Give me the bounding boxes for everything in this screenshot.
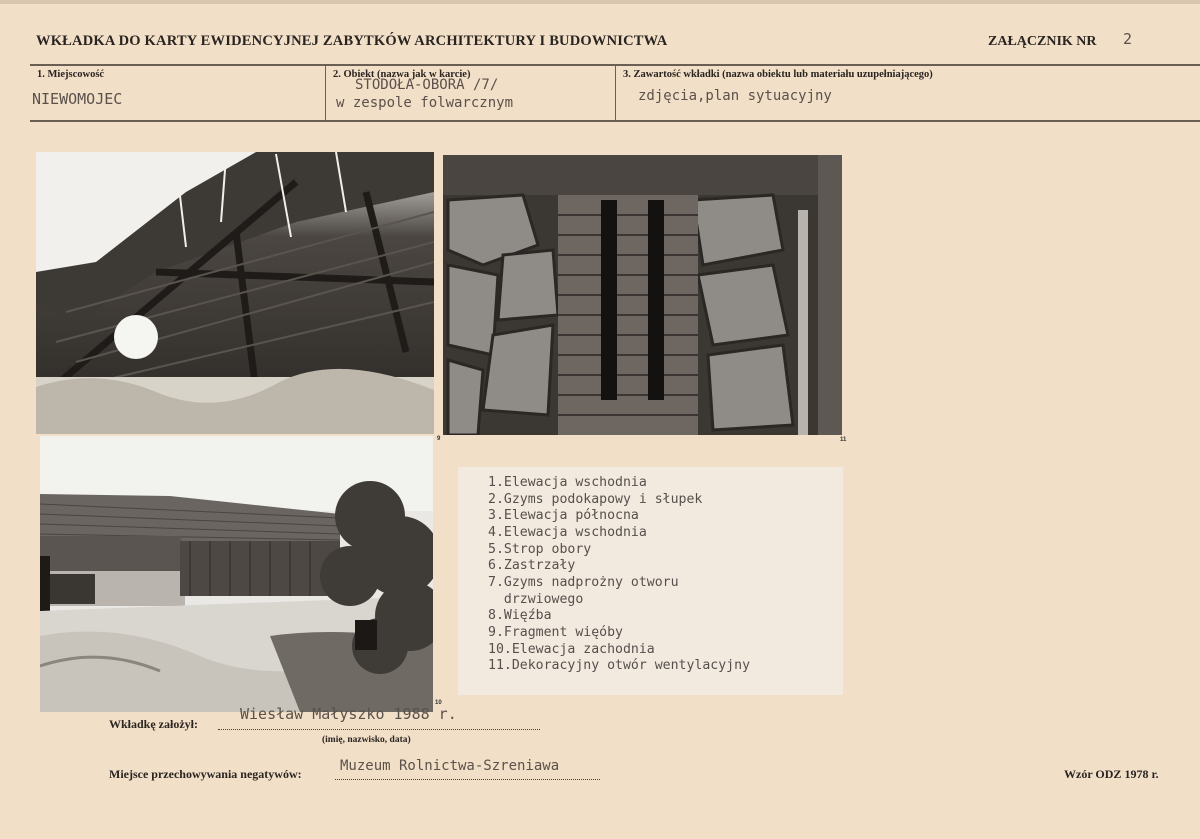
photo-barn-exterior [40, 436, 433, 712]
author-label: Wkładkę założył: [109, 717, 198, 731]
caption-item: 10.Elewacja zachodnia [488, 642, 655, 657]
photo-3-number: 10 [435, 700, 442, 706]
caption-item: 6.Zastrzały [488, 558, 576, 573]
caption-item: 9.Fragment więóby [488, 625, 623, 640]
caption-item: drzwiowego [488, 592, 584, 607]
author-value: Wiesław Małyszko 1988 r. [240, 705, 457, 723]
form-identifier: Wzór ODZ 1978 r. [1064, 767, 1159, 781]
photo-2-number-right: 11 [840, 437, 847, 443]
field-1-value: NIEWOMOJEC [32, 90, 123, 108]
field-2-value-line2: w zespole folwarcznym [336, 95, 514, 111]
caption-item: 2.Gzyms podokapowy i słupek [488, 492, 703, 507]
sheet-top-edge [0, 0, 1200, 4]
field-3-label: 3. Zawartość wkładki (nazwa obiektu lub materiału uzupełniającego) [623, 69, 933, 80]
field-divider-1 [325, 66, 326, 120]
caption-item: 5.Strop obory [488, 542, 592, 557]
caption-item: 8.Więźba [488, 608, 552, 623]
photo-roof-truss [36, 152, 434, 434]
author-underline [218, 729, 540, 730]
fields-bottom-rule [30, 120, 1200, 122]
photo-stone-wall [443, 155, 842, 435]
field-3-value: zdjęcia,plan sytuacyjny [638, 88, 832, 104]
caption-item: 11.Dekoracyjny otwór wentylacyjny [488, 658, 751, 673]
caption-list [458, 467, 843, 695]
document-title: WKŁADKA DO KARTY EWIDENCYJNEJ ZABYTKÓW ARCHITEKTURY I BUDOWNICTWA [36, 33, 668, 49]
caption-item: 1.Elewacja wschodnia [488, 475, 647, 490]
field-2-label: 2. Obiekt (nazwa jak w karcie) [333, 69, 471, 80]
storage-underline [335, 779, 600, 780]
field-1-label: 1. Miejscowość [37, 69, 105, 80]
field-2-value-line1: STODOŁA-OBORA /7/ [355, 77, 499, 93]
storage-value: Muzeum Rolnictwa-Szreniawa [340, 758, 560, 774]
caption-item: 7.Gzyms nadprożny otworu [488, 575, 679, 590]
storage-label: Miejsce przechowywania negatywów: [109, 767, 302, 781]
photo-2-number: 9 [437, 436, 441, 442]
caption-item: 3.Elewacja północna [488, 508, 639, 523]
annex-label: ZAŁĄCZNIK NR [988, 34, 1097, 49]
field-divider-2 [615, 66, 616, 120]
caption-item: 4.Elewacja wschodnia [488, 525, 647, 540]
annex-number: 2 [1123, 30, 1133, 48]
author-note: (imię, nazwisko, data) [322, 735, 411, 745]
